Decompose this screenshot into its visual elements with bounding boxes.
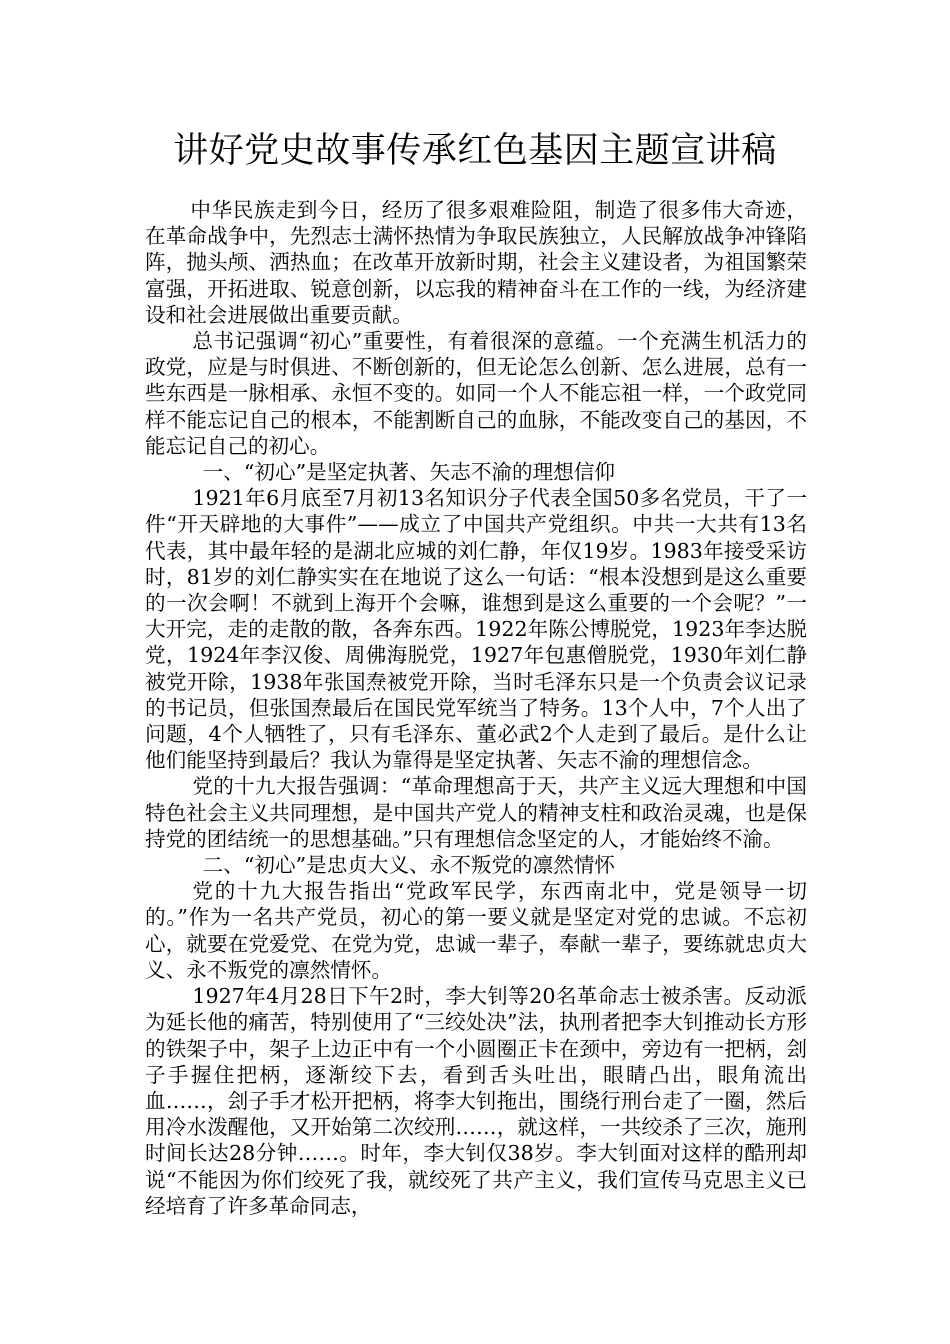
paragraph: 总书记强调“初心”重要性，有着很深的意蕴。一个充满生机活力的政党，应是与时俱进、不断创新的，但无论怎么创新、怎么进展，总有一些东西是一脉相承、永恒不变的。如同一个人不能忘祖一样，一个政党同样不能忘记自己的根本，不能割断自己的血脉，不能改变自己的基因，不能忘记自己的初心。 (145, 329, 807, 458)
paragraph: 党的十九大报告指出“党政军民学，东西南北中，党是领导一切的。”作为一名共产党员，初心的第一要义就是坚定对党的忠诚。不忘初心，就要在党爱党、在党为党，忠诚一辈子，奉献一辈子，要练就忠贞大义、永不叛党的凛然情怀。 (145, 879, 807, 982)
paragraph: 党的十九大报告强调：“革命理想高于天，共产主义远大理想和中国特色社会主义共同理想，是中国共产党人的精神支柱和政治灵魂，也是保持党的团结统一的思想基础。”只有理想信念坚定的人，才能始终不渝。 (145, 774, 807, 851)
section-heading: 一、“初心”是坚定执著、矢志不渝的理想信仰 (202, 460, 616, 485)
document-body (145, 197, 807, 1219)
paragraph: 1921年6月底至7月初13名知识分子代表全国50多名党员，干了一件“开天辟地的大事件”——成立了中国共产党组织。中共一大共有13名代表，其中最年轻的是湖北应城的刘仁静，年仅19岁。1983年接受采访时，81岁的刘仁静实实在在地说了这么一句话：“根本没想到是这么重要的一次会啊！不就到上海开个会嘛，谁想到是这么重要的一个会呢？”一大开完，走的走散的散，各奔东西。1922年陈公博脱党，1923年李达脱党，1924年李汉俊、周佛海脱党，1927年包惠僧脱党，1930年刘仁静被党开除，1938年张国焘被党开除，当时毛泽东只是一个负责会议记录的书记员，但张国焘最后在国民党军统当了特务。13个人中，7个人出了问题，4个人牺牲了，只有毛泽东、董必武2个人走到了最后。是什么让他们能坚持到最后？我认为靠得是坚定执著、矢志不渝的理想信念。 (145, 486, 807, 773)
paragraph: 中华民族走到今日，经历了很多艰难险阻，制造了很多伟大奇迹，在革命战争中，先烈志士满怀热情为争取民族独立，人民解放战争冲锋陷阵，抛头颅、洒热血；在改革开放新时期，社会主义建设者，为祖国繁荣富强，开拓进取、锐意创新，以忘我的精神奋斗在工作的一线，为经济建设和社会进展做出重要贡献。 (145, 198, 807, 327)
document-title: 讲好党史故事传承红色基因主题宣讲稿 (173, 131, 777, 171)
section-heading: 二、“初心”是忠贞大义、永不叛党的凛然情怀 (202, 853, 616, 878)
paragraph: 1927年4月28日下午2时，李大钊等20名革命志士被杀害。反动派为延长他的痛苦，特别使用了“三绞处决”法，执刑者把李大钊推动长方形的铁架子中，架子上边正中有一个小圆圈正卡在颈中，旁边有一把柄，刽子手握住把柄，逐渐绞下去，看到舌头吐出，眼睛凸出，眼角流出血……，刽子手才松开把柄，将李大钊拖出，围绕行刑台走了一圈，然后用冷水泼醒他，又开始第二次绞刑……，就这样，一共绞杀了三次，施刑时间长达28分钟……。时年，李大钊仅38岁。李大钊面对这样的酷刑却说“不能因为你们绞死了我，就绞死了共产主义，我们宣传马克思主义已经培育了许多革命同志， (145, 984, 807, 1218)
